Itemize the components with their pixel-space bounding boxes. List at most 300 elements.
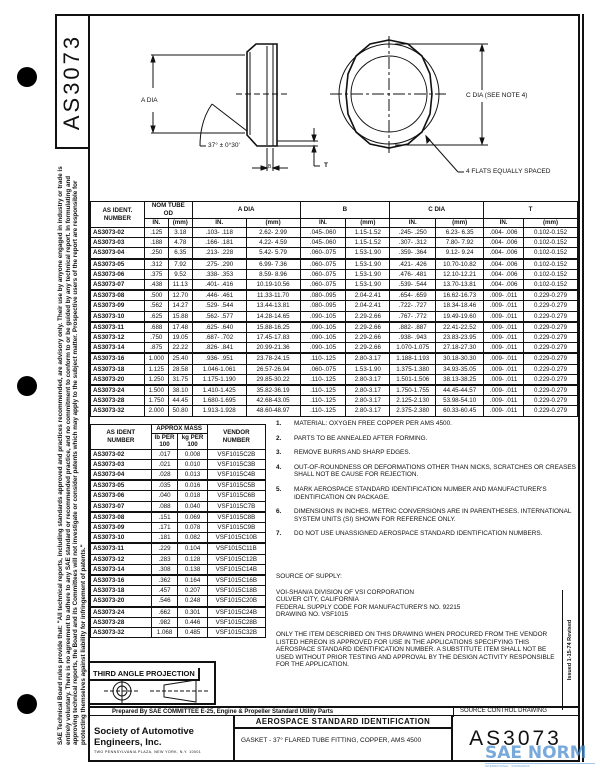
cell-vendor: VSF1015C2B [207, 449, 265, 459]
cell-a-in: .103- .118 [192, 228, 246, 238]
note-text: DO NOT USE UNASSIGNED AEROSPACE STANDARD IDENTIFICATION NUMBERS. [294, 530, 543, 538]
cell-a-in: .826- .841 [192, 343, 246, 354]
cell-a-mm: 48.60-48.97 [246, 406, 300, 416]
cell-c-in: 1.070-1.075 [390, 343, 436, 354]
unit-mm: (mm) [524, 219, 578, 228]
note-item [276, 530, 576, 538]
cell-id: AS3073-03 [91, 459, 152, 469]
cell-vendor: VSF1015C8B [207, 512, 265, 523]
prepared-by-row [90, 706, 578, 716]
cell-kg: 0.128 [178, 554, 207, 564]
cell-t-mm: 0.229-0.279 [524, 406, 578, 416]
cell-b-in: .110-.125 [300, 396, 346, 406]
cell-lb: .028 [151, 469, 178, 480]
source-line: FEDERAL SUPPLY CODE FOR MANUFACTURER'S NO. 92215 [276, 603, 461, 611]
cell-kg: 0.164 [178, 575, 207, 586]
cell-id: AS3073-07 [91, 280, 145, 291]
unit-mm: (mm) [168, 219, 192, 228]
cell-t-mm: 0.102-0.152 [524, 248, 578, 259]
cell-a-mm: 8.59- 8.96 [246, 269, 300, 279]
cell-od-mm: 11.13 [168, 280, 192, 291]
note-number: 7. [276, 530, 282, 538]
org-address: TWO PENNSYLVANIA PLAZA, NEW YORK, N.Y. 10001 [94, 750, 202, 754]
cell-b-mm: 2.80-3.17 [346, 406, 390, 416]
cell-b-in: .060-.075 [300, 269, 346, 279]
cell-lb: .181 [151, 533, 178, 544]
cell-kg: 0.301 [178, 607, 207, 618]
table-row [91, 353, 578, 364]
cell-od-mm: 31.75 [168, 374, 192, 385]
cell-t-in: .009- .011 [484, 396, 524, 406]
cell-a-mm: 13.44-13.81 [246, 301, 300, 311]
note-text: DIMENSIONS IN INCHES. METRIC CONVERSIONS ARE IN PARENTHESES. INTERNATIONAL SYSTEM UNITS (SI) SHOWN FOR REFERENCE ONLY. [294, 508, 572, 523]
cell-lb: .662 [151, 607, 178, 618]
projection-title: THIRD ANGLE PROJECTION [90, 668, 200, 681]
cell-vendor: VSF1015C3B [207, 459, 265, 469]
cell-b-in: .080-.095 [300, 301, 346, 311]
cell-lb: .283 [151, 554, 178, 564]
cell-c-mm: 13.70-13.81 [436, 280, 484, 291]
cell-b-mm: 2.29-2.66 [346, 343, 390, 354]
cell-id: AS3073-09 [91, 522, 152, 532]
cell-id: AS3073-16 [91, 353, 145, 364]
cell-od-mm: 3.18 [168, 228, 192, 238]
cell-kg: 0.082 [178, 533, 207, 544]
flare-angle-label: 37° ± 0°30' [208, 142, 240, 149]
cell-c-mm: 23.83-23.95 [436, 333, 484, 343]
prepared-by-text: Prepared By SAE COMMITTEE E-25, Engine & Propeller Standard Utility Parts [112, 709, 334, 715]
cell-b-in: .045-.060 [300, 238, 346, 248]
cell-c-in: .882- .887 [390, 322, 436, 333]
cell-a-in: .275- .290 [192, 259, 246, 270]
cell-c-in: .539- .544 [390, 280, 436, 291]
cell-t-mm: 0.229-0.279 [524, 353, 578, 364]
note-text: OUT-OF-ROUNDNESS OR DEFORMATIONS OTHER THAN NICKS, SCRATCHES OR CREASES SHALL NOT BE CAUSE FOR REJECTION. [294, 463, 576, 479]
cell-od-in: .688 [144, 322, 168, 333]
cell-kg: 0.018 [178, 491, 207, 501]
table-row [91, 596, 266, 607]
a-dia-label: A DIA [141, 97, 158, 104]
cell-id: AS3073-24 [91, 607, 152, 618]
cell-a-in: .687- .702 [192, 333, 246, 343]
header-kg-per-100: kg PER 100 [178, 433, 207, 449]
cell-c-mm: 22.41-22.52 [436, 322, 484, 333]
cell-lb: .017 [151, 449, 178, 459]
cell-b-mm: 1.53-1.90 [346, 248, 390, 259]
cell-c-in: .722- .727 [390, 301, 436, 311]
cell-id: AS3073-20 [91, 596, 152, 607]
cell-c-in: .359- .364 [390, 248, 436, 259]
disclaimer-text: SAE Technical Board rules provide that: "All technical reports, including standards approved and practices recommended, are advisory only. Their use by anyone engaged in industry or trade is entirely voluntary. There is no agreement to adhere to any SAE standard or recommended practice, and no commitment to conform to or be guided by any technical report. In formulating and approving technical reports, the Board and its Committees will not investigate or consider patents which may apply to the subject matter. Prospective users of the report are responsible for protecting themselves against liability for infringement of patents." [57, 166, 87, 745]
header-vendor-number: VENDOR NUMBER [207, 425, 265, 450]
cell-a-mm: 17.45-17.83 [246, 333, 300, 343]
cell-a-mm: 35.82-36.19 [246, 385, 300, 396]
part-description: GASKET - 37° FLARED TUBE FITTING, COPPER, AMS 4500 [241, 737, 422, 744]
cell-id: AS3073-11 [91, 543, 152, 554]
cell-a-in: .446- .461 [192, 290, 246, 301]
dimension-table-body [91, 228, 578, 417]
cell-c-mm: 18.34-18.46 [436, 301, 484, 311]
cell-t-mm: 0.102-0.152 [524, 280, 578, 291]
cell-c-mm: 30.18-30.30 [436, 353, 484, 364]
cell-b-mm: 2.29-2.66 [346, 333, 390, 343]
note-text: MARK AEROSPACE STANDARD IDENTIFICATION NUMBER AND MANUFACTURER'S IDENTIFICATION ON PACKAGE. [294, 485, 547, 501]
cell-c-mm: 19.49-19.60 [436, 311, 484, 322]
cell-b-mm: 1.15-1.52 [346, 238, 390, 248]
cell-od-mm: 50.80 [168, 406, 192, 416]
cell-c-mm: 6.23- 6.35 [436, 228, 484, 238]
cell-id: AS3073-04 [91, 248, 145, 259]
table-row [91, 343, 578, 354]
cell-t-in: .004- .006 [484, 259, 524, 270]
cell-id: AS3073-02 [91, 228, 145, 238]
cell-c-in: .767- .772 [390, 311, 436, 322]
cell-od-mm: 7.92 [168, 259, 192, 270]
cell-id: AS3073-02 [91, 449, 152, 459]
cell-a-in: 1.175-1.190 [192, 374, 246, 385]
cell-od-mm: 25.40 [168, 353, 192, 364]
cell-c-in: 1.501-1.506 [390, 374, 436, 385]
cell-b-in: .090-.105 [300, 343, 346, 354]
cell-a-in: .625- .640 [192, 322, 246, 333]
cell-id: AS3073-20 [91, 374, 145, 385]
cell-kg: 0.040 [178, 501, 207, 512]
header-lb-per-100: lb PER 100 [151, 433, 178, 449]
cell-t-in: .009- .011 [484, 385, 524, 396]
cell-b-in: .060-.075 [300, 280, 346, 291]
source-heading: SOURCE OF SUPPLY: [276, 573, 342, 580]
cell-t-mm: 0.229-0.279 [524, 311, 578, 322]
cell-vendor: VSF1015C28B [207, 617, 265, 627]
note-text: PARTS TO BE ANNEALED AFTER FORMING. [294, 434, 428, 442]
cell-c-mm: 7.80- 7.92 [436, 238, 484, 248]
cell-lb: .021 [151, 459, 178, 469]
cell-od-mm: 38.10 [168, 385, 192, 396]
cell-id: AS3073-06 [91, 491, 152, 501]
cell-a-in: .936- .951 [192, 353, 246, 364]
cell-c-mm: 9.12- 9.24 [436, 248, 484, 259]
cell-c-in: .245- .250 [390, 228, 436, 238]
cell-lb: 1.068 [151, 627, 178, 637]
cell-od-mm: 6.35 [168, 248, 192, 259]
cell-c-in: 1.750-1.755 [390, 385, 436, 396]
cell-a-in: .401- .416 [192, 280, 246, 291]
header-tube-od: NOM TUBE OD [144, 202, 192, 219]
unit-in: IN. [192, 219, 246, 228]
cell-a-mm: 15.88-16.25 [246, 322, 300, 333]
note-number: 5. [276, 485, 282, 493]
cell-od-in: .750 [144, 333, 168, 343]
note-item [276, 508, 576, 523]
cell-kg: 0.104 [178, 543, 207, 554]
cell-c-mm: 60.33-60.45 [436, 406, 484, 416]
cell-a-in: .166- .181 [192, 238, 246, 248]
note-number: 4. [276, 463, 282, 471]
table-row [91, 617, 266, 627]
cell-b-mm: 1.15-1.52 [346, 228, 390, 238]
cell-b-in: .110-.125 [300, 374, 346, 385]
cell-c-in: 1.188-1.193 [390, 353, 436, 364]
table-row [91, 575, 266, 586]
table-row [91, 627, 266, 637]
table-row [91, 280, 578, 291]
cell-c-in: .307- .312 [390, 238, 436, 248]
cell-vendor: VSF1015C14B [207, 564, 265, 575]
vendor-mass-table [90, 424, 266, 638]
cell-t-mm: 0.229-0.279 [524, 396, 578, 406]
cell-b-in: .110-.125 [300, 353, 346, 364]
table-row [91, 385, 578, 396]
cell-vendor: VSF1015C16B [207, 575, 265, 586]
cell-c-mm: 10.70-10.82 [436, 259, 484, 270]
cell-kg: 0.138 [178, 564, 207, 575]
cell-od-mm: 14.27 [168, 301, 192, 311]
cell-a-mm: 14.28-14.65 [246, 311, 300, 322]
table-row [91, 259, 578, 270]
header-c-dia: C DIA [390, 202, 484, 219]
cell-t-in: .004- .006 [484, 228, 524, 238]
table-row [91, 322, 578, 333]
note-number: 2. [276, 434, 282, 442]
cell-lb: .151 [151, 512, 178, 523]
cell-b-mm: 2.29-2.66 [346, 311, 390, 322]
cell-a-in: 1.410-1.425 [192, 385, 246, 396]
cell-lb: .362 [151, 575, 178, 586]
watermark-subtitle: INTERNATIONAL · STANDARDS [485, 763, 595, 769]
b-label: B [268, 164, 272, 170]
cell-od-mm: 4.78 [168, 238, 192, 248]
cell-b-in: .110-.125 [300, 385, 346, 396]
header-ident: AS IDENT. NUMBER [91, 202, 145, 228]
cell-id: AS3073-32 [91, 406, 145, 416]
cell-id: AS3073-12 [91, 554, 152, 564]
cell-od-in: .875 [144, 343, 168, 354]
frame-edge [582, 14, 584, 762]
cell-b-mm: 1.53-1.90 [346, 280, 390, 291]
cell-kg: 0.010 [178, 459, 207, 469]
cell-b-in: .060-.075 [300, 259, 346, 270]
cell-b-mm: 2.80-3.17 [346, 396, 390, 406]
header-ident: AS IDENT NUMBER [91, 425, 152, 450]
cell-id: AS3073-32 [91, 627, 152, 637]
cell-id: AS3073-11 [91, 322, 145, 333]
cell-lb: .229 [151, 543, 178, 554]
header-a-dia: A DIA [192, 202, 300, 219]
cell-od-in: .312 [144, 259, 168, 270]
cell-t-in: .004- .006 [484, 248, 524, 259]
org-name: Society of Automotive Engineers, Inc. [94, 726, 194, 748]
cell-a-mm: 42.68-43.05 [246, 396, 300, 406]
source-control-label: SOURCE CONTROL DRAWING [453, 707, 547, 717]
note-item [276, 464, 576, 479]
document-id-vertical: AS3073 [59, 33, 85, 130]
table-row [91, 554, 266, 564]
cell-t-mm: 0.102-0.152 [524, 269, 578, 279]
cell-a-mm: 6.99- 7.36 [246, 259, 300, 270]
cell-od-mm: 15.88 [168, 311, 192, 322]
cell-b-in: .060-.075 [300, 248, 346, 259]
cell-id: AS3073-07 [91, 501, 152, 512]
cell-od-in: 1.125 [144, 364, 168, 374]
table-row [91, 406, 578, 416]
cell-c-mm: 16.62-16.73 [436, 290, 484, 301]
cell-t-in: .009- .011 [484, 301, 524, 311]
cell-a-mm: 11.33-11.70 [246, 290, 300, 301]
cell-od-mm: 17.48 [168, 322, 192, 333]
table-row [91, 228, 578, 238]
table-row [91, 469, 266, 480]
cell-vendor: VSF1015C18B [207, 586, 265, 596]
cell-id: AS3073-04 [91, 469, 152, 480]
cell-b-mm: 2.80-3.17 [346, 374, 390, 385]
table-row [91, 543, 266, 554]
unit-mm: (mm) [346, 219, 390, 228]
cell-t-mm: 0.102-0.152 [524, 238, 578, 248]
note-number: 6. [276, 508, 282, 516]
table-row [91, 512, 266, 523]
table-row [91, 364, 578, 374]
cell-id: AS3073-08 [91, 290, 145, 301]
cell-id: AS3073-16 [91, 575, 152, 586]
unit-in: IN. [390, 219, 436, 228]
cell-kg: 0.248 [178, 596, 207, 607]
cell-t-mm: 0.229-0.279 [524, 374, 578, 385]
cell-t-mm: 0.102-0.152 [524, 228, 578, 238]
revision-strip [562, 590, 576, 710]
cell-b-in: .060-.075 [300, 364, 346, 374]
source-line: CULVER CITY, CALIFORNIA [276, 596, 359, 604]
cell-b-mm: 2.80-3.17 [346, 353, 390, 364]
cell-vendor: VSF1015C32B [207, 627, 265, 637]
cell-t-in: .009- .011 [484, 333, 524, 343]
cell-od-mm: 28.58 [168, 364, 192, 374]
table-row [91, 311, 578, 322]
c-dia-label: C DIA (SEE NOTE 4) [466, 92, 528, 99]
cell-a-mm: 26.57-26.94 [246, 364, 300, 374]
note-number: 3. [276, 449, 282, 457]
table-row [91, 522, 266, 532]
cell-id: AS3073-05 [91, 480, 152, 491]
cell-vendor: VSF1015C11B [207, 543, 265, 554]
cell-t-in: .009- .011 [484, 290, 524, 301]
cell-c-in: .421- .426 [390, 259, 436, 270]
document-id-tab [55, 14, 88, 149]
standard-number: AS3073 [451, 716, 578, 762]
cell-vendor: VSF1015C9B [207, 522, 265, 532]
projection-symbol-icon [90, 677, 216, 705]
cell-a-mm: 5.42- 5.79 [246, 248, 300, 259]
cell-id: AS3073-18 [91, 586, 152, 596]
cell-c-in: 2.375-2.380 [390, 406, 436, 416]
cell-lb: .457 [151, 586, 178, 596]
cell-b-mm: 2.04-2.41 [346, 290, 390, 301]
sae-disclaimer [54, 150, 90, 750]
cell-a-in: 1.680-1.695 [192, 396, 246, 406]
cell-od-mm: 44.45 [168, 396, 192, 406]
cell-od-in: 1.750 [144, 396, 168, 406]
cell-od-in: .438 [144, 280, 168, 291]
cell-a-mm: 29.85-30.22 [246, 374, 300, 385]
cell-t-mm: 0.229-0.279 [524, 322, 578, 333]
cell-kg: 0.008 [178, 449, 207, 459]
table-row [91, 501, 266, 512]
revision-text: Issued 1-15-74 Revised [566, 619, 573, 681]
cell-id: AS3073-14 [91, 343, 145, 354]
cell-kg: 0.069 [178, 512, 207, 523]
cell-c-in: 1.375-1.380 [390, 364, 436, 374]
table-row [91, 396, 578, 406]
cell-c-mm: 44.45-44.57 [436, 385, 484, 396]
cell-od-in: .188 [144, 238, 168, 248]
cell-id: AS3073-09 [91, 301, 145, 311]
cell-od-in: 2.000 [144, 406, 168, 416]
cell-a-mm: 4.22- 4.59 [246, 238, 300, 248]
cell-t-in: .009- .011 [484, 353, 524, 364]
cell-id: AS3073-10 [91, 311, 145, 322]
table-row [91, 301, 578, 311]
cell-kg: 0.016 [178, 480, 207, 491]
cell-t-in: .009- .011 [484, 374, 524, 385]
cell-b-in: .045-.060 [300, 228, 346, 238]
cell-kg: 0.446 [178, 617, 207, 627]
cell-od-mm: 19.05 [168, 333, 192, 343]
cell-b-mm: 2.29-2.66 [346, 322, 390, 333]
binder-hole-middle [17, 376, 37, 396]
cell-vendor: VSF1015C4B [207, 469, 265, 480]
cell-t-mm: 0.229-0.279 [524, 343, 578, 354]
cell-b-mm: 2.04-2.41 [346, 301, 390, 311]
cell-id: AS3073-24 [91, 385, 145, 396]
source-line: DRAWING NO. VSF1015 [276, 611, 349, 619]
source-line: VOI-SHAN/A DIVISION OF VSI CORPORATION [276, 588, 415, 596]
table-row [91, 607, 266, 618]
cell-lb: .308 [151, 564, 178, 575]
cell-kg: 0.207 [178, 586, 207, 596]
cell-a-in: .213- .228 [192, 248, 246, 259]
cell-lb: .546 [151, 596, 178, 607]
cell-t-in: .004- .006 [484, 280, 524, 291]
cell-a-in: .338- .353 [192, 269, 246, 279]
cell-t-in: .009- .011 [484, 406, 524, 416]
cell-kg: 0.013 [178, 469, 207, 480]
cell-a-mm: 20.99-21.36 [246, 343, 300, 354]
note-item [276, 449, 576, 457]
table-row [91, 586, 266, 596]
cell-b-in: .080-.095 [300, 290, 346, 301]
cell-od-mm: 12.70 [168, 290, 192, 301]
table-row [91, 459, 266, 469]
table-row [91, 238, 578, 248]
cell-vendor: VSF1015C5B [207, 480, 265, 491]
cell-od-in: .625 [144, 311, 168, 322]
cell-vendor: VSF1015C24B [207, 607, 265, 618]
cell-id: AS3073-28 [91, 617, 152, 627]
table-row [91, 564, 266, 575]
cell-id: AS3073-08 [91, 512, 152, 523]
cell-kg: 0.078 [178, 522, 207, 532]
cell-a-in: 1.913-1.928 [192, 406, 246, 416]
unit-in: IN. [484, 219, 524, 228]
cell-b-in: .090-.105 [300, 311, 346, 322]
cell-t-in: .009- .011 [484, 343, 524, 354]
cell-od-in: 1.250 [144, 374, 168, 385]
cell-id: AS3073-10 [91, 533, 152, 544]
cell-od-in: .562 [144, 301, 168, 311]
sae-org-block [90, 716, 235, 762]
binder-hole-top [17, 67, 37, 87]
cell-lb: .088 [151, 501, 178, 512]
cell-b-in: .110-.125 [300, 406, 346, 416]
